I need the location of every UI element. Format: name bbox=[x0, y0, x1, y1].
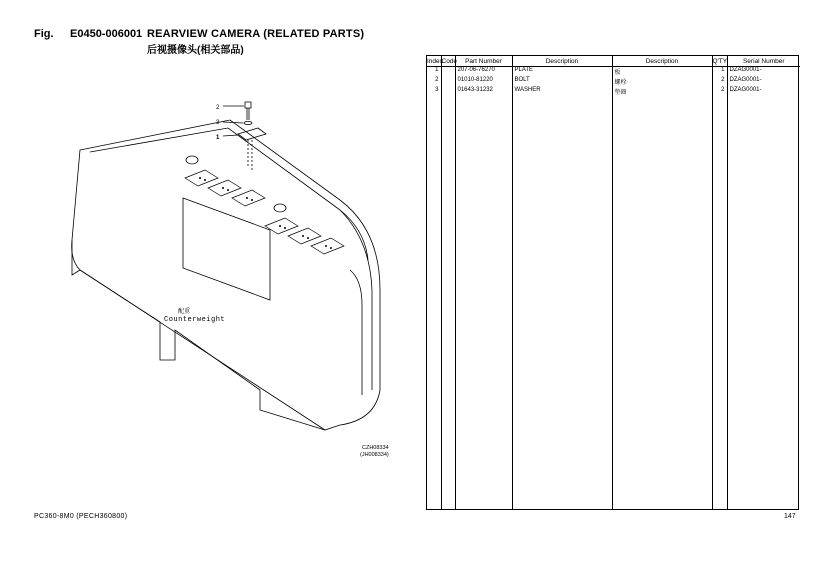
footer-model: PC360-8M0 (PECH360800) bbox=[34, 513, 128, 520]
page-subtitle: 后视摄像头(相关部品) bbox=[147, 45, 244, 56]
parts-table bbox=[426, 55, 799, 510]
counterweight-label: Counterweight bbox=[164, 316, 226, 324]
row-index: 1 bbox=[427, 67, 441, 78]
row-part-number: 01643-31232 bbox=[455, 87, 512, 97]
row-code bbox=[441, 67, 455, 78]
row-description-cn: 垫圈 bbox=[612, 87, 712, 97]
row-part-number: 207-06-76270 bbox=[455, 67, 512, 78]
col-serial-number: Serial Number bbox=[727, 56, 800, 67]
row-qty: 2 bbox=[712, 87, 727, 97]
row-description-en: WASHER bbox=[512, 87, 612, 97]
page-title: REARVIEW CAMERA (RELATED PARTS) bbox=[147, 28, 365, 40]
col-part-number: Part Number bbox=[455, 56, 512, 67]
row-qty: 2 bbox=[712, 77, 727, 87]
table-header-row bbox=[427, 56, 800, 67]
page-number: 147 bbox=[784, 513, 796, 520]
col-index: Index bbox=[427, 57, 443, 65]
counterweight-label-cn: 配重 bbox=[178, 309, 191, 315]
callout-3: 3 bbox=[216, 120, 220, 126]
row-description-cn: 螺栓 bbox=[612, 77, 712, 87]
row-description-cn: 板 bbox=[612, 67, 712, 78]
col-qty: Q'TY bbox=[712, 57, 728, 65]
fig-code: E0450-006001 bbox=[70, 28, 143, 40]
row-description-en: BOLT bbox=[512, 77, 612, 87]
row-index: 3 bbox=[427, 87, 441, 97]
col-description-en: Description bbox=[512, 56, 612, 67]
table-row bbox=[427, 87, 800, 97]
drawing-code: CZH08334 bbox=[362, 445, 389, 451]
drawing-code-alt: (JH008334) bbox=[360, 452, 389, 458]
table-row bbox=[427, 67, 800, 78]
row-code bbox=[441, 87, 455, 97]
row-serial: DZAG0001- bbox=[727, 87, 800, 97]
col-description-cn: Description bbox=[612, 56, 712, 67]
col-code: Code bbox=[441, 57, 458, 65]
row-serial: DZAG0001- bbox=[727, 67, 800, 78]
row-code bbox=[441, 77, 455, 87]
table-row bbox=[427, 77, 800, 87]
callout-1: 1 bbox=[216, 135, 220, 141]
row-index: 2 bbox=[427, 77, 441, 87]
callout-2: 2 bbox=[216, 105, 220, 111]
row-serial: DZAG0001- bbox=[727, 77, 800, 87]
row-part-number: 01010-81220 bbox=[455, 77, 512, 87]
table-empty-space bbox=[427, 97, 800, 509]
fig-label: Fig. bbox=[34, 28, 54, 40]
row-description-en: PLATE bbox=[512, 67, 612, 78]
row-qty: 1 bbox=[712, 67, 727, 78]
parts-diagram bbox=[40, 90, 430, 470]
